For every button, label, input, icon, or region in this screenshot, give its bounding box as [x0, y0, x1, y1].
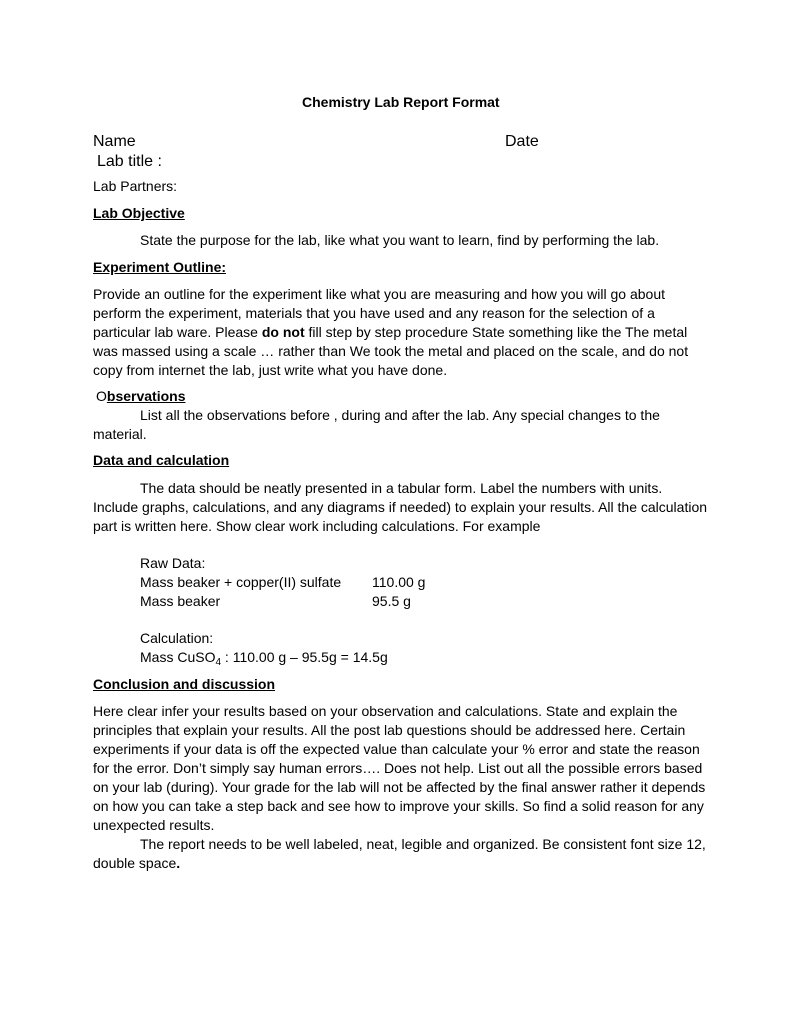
outline-heading: Experiment Outline: [93, 259, 227, 275]
calculation-label: Calculation: [140, 630, 214, 646]
observations-heading-rest: bservations [106, 388, 186, 404]
raw-data-label: Raw Data: [140, 555, 206, 571]
conclusion-text-2 [93, 835, 708, 873]
observations-heading [96, 388, 185, 405]
calc-prefix: Mass CuSO [140, 649, 216, 665]
data-text: The data should be neatly presented in a tabular form. Label the numbers with units. Include graphs, calculations, and any diagrams if needed) to explain your results. All the calculation part is written here. Show clear work including calculations. For example [93, 480, 708, 534]
date-label: Date [505, 133, 539, 150]
raw-row-label-2: Mass beaker [140, 593, 221, 609]
name-label: Name [93, 133, 136, 150]
outline-paragraph [93, 285, 708, 380]
data-heading: Data and calculation [93, 452, 230, 468]
lab-title-label: Lab title : [97, 153, 162, 170]
outline-text-b: fill step by step procedure State something like the The metal was massed using a scale … rather than We took the metal and placed on the scale, and do not copy from internet the lab, just write what you have done. [93, 324, 689, 378]
observations-heading-initial: O [96, 388, 107, 404]
conclusion-heading: Conclusion and discussion [93, 676, 276, 692]
outline-text-a: Provide an outline for the experiment like what you are measuring and how you will go about perform the experiment, materials that you have used and any reason for the selection of a particular lab ware. Please [93, 286, 665, 340]
raw-row-value-1: 110.00 g [372, 574, 426, 590]
raw-row-label-1: Mass beaker + copper(II) sulfate [140, 574, 342, 590]
objective-heading: Lab Objective [93, 205, 185, 221]
outline-bold: do not [261, 324, 305, 340]
calc-subscript: 4 [215, 657, 222, 668]
objective-text: State the purpose for the lab, like what you want to learn, find by performing the lab. [140, 232, 660, 248]
observations-text: List all the observations before , during and after the lab. Any special changes to the material. [93, 407, 660, 442]
conclusion-text-2-period: . [176, 855, 181, 871]
lab-partners-label: Lab Partners: [93, 178, 178, 194]
calc-suffix: : 110.00 g – 95.5g = 14.5g [221, 649, 388, 665]
conclusion-text-2-body: The report needs to be well labeled, neat, legible and organized. Be consistent font size 12, double space [93, 836, 706, 871]
calculation-line [140, 649, 388, 666]
document-title: Chemistry Lab Report Format [302, 94, 500, 110]
conclusion-text: Here clear infer your results based on your observation and calculations. State and explain the principles that explain your results. All the post lab questions should be addressed here. Certain experiments if your data is off the expected value than calculate your % error and state the reason for the error. Don’t simply say human errors…. Does not help. List out all the possible errors based on your lab (during). Your grade for the lab will not be affected by the final answer rather it depends on how you can take a step back and see how to improve your skills. So find a solid reason for any unexpected results. [93, 703, 706, 833]
raw-row-value-2: 95.5 g [372, 593, 411, 609]
